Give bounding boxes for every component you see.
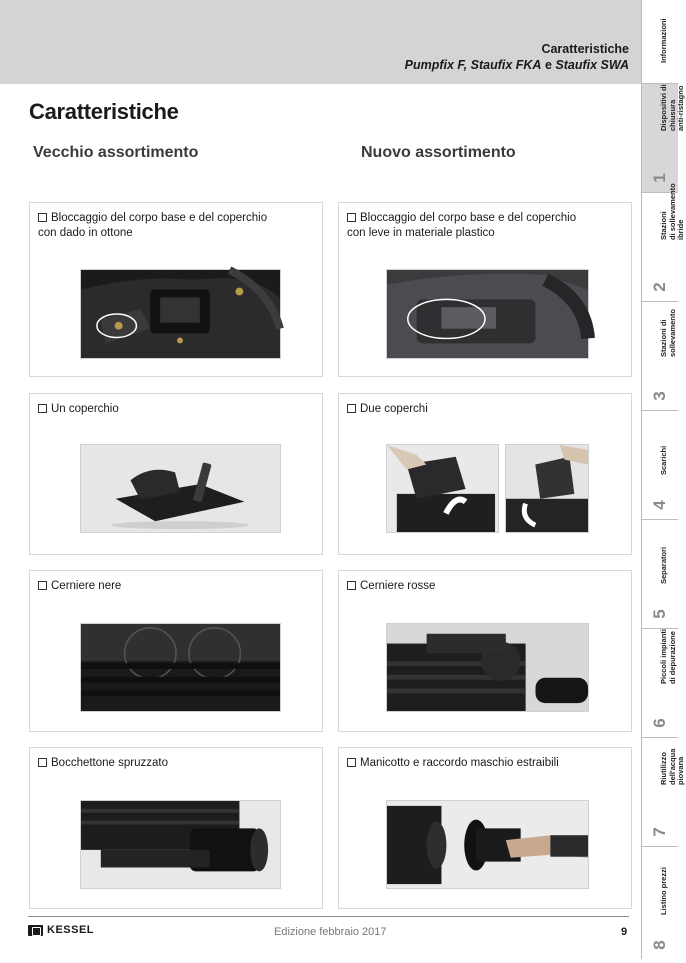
page-number: 9 xyxy=(621,926,628,938)
feature-label: Due coperchi xyxy=(347,402,627,417)
tab-number: 5 xyxy=(650,609,669,619)
tab-number: 8 xyxy=(650,940,669,950)
tab-label: Scarichi xyxy=(659,445,668,475)
photo-plastic-lever-lock xyxy=(386,269,589,359)
header-subtitle: Pumpfix F, Staufix FKA e Staufix SWA xyxy=(404,58,629,72)
tab-label: Separatori xyxy=(659,546,668,584)
feature-card-old-3 xyxy=(29,570,323,732)
tab-number: 1 xyxy=(650,173,669,183)
brand-logo xyxy=(28,924,94,936)
checkbox-icon xyxy=(347,213,356,222)
tab-number: 4 xyxy=(650,500,669,510)
checkbox-icon xyxy=(38,581,47,590)
tab-7[interactable] xyxy=(642,738,685,847)
tab-label: Stazioni di sollevamento xyxy=(659,309,677,357)
feature-card-old-1 xyxy=(29,202,323,377)
feature-label: Bloccaggio del corpo base e del coperchio con leve in materiale plastico xyxy=(347,212,577,239)
feature-label: Bocchettone spruzzato xyxy=(38,756,318,771)
photo-brass-nut-lock xyxy=(80,269,281,359)
tab-label: Dispositivi di chiusura anti-ristagno xyxy=(659,83,685,131)
tab-8[interactable] xyxy=(642,847,678,959)
edition-text: Edizione febbraio 2017 xyxy=(274,926,387,938)
feature-label: Cerniere nere xyxy=(38,579,318,594)
photo-removable-socket xyxy=(386,800,589,889)
tab-number: 2 xyxy=(650,282,669,292)
brand-name: KESSEL xyxy=(47,924,95,936)
feature-card-old-4 xyxy=(29,747,323,909)
column-heading-old: Vecchio assortimento xyxy=(33,144,199,161)
tab-6[interactable] xyxy=(642,629,678,738)
photo-black-hinges xyxy=(80,623,281,712)
tab-4[interactable] xyxy=(642,411,678,520)
footer-divider xyxy=(28,916,629,917)
feature-card-new-2 xyxy=(338,393,632,555)
kessel-logo-icon xyxy=(28,925,43,936)
photo-two-covers-left xyxy=(386,444,499,533)
page-title: Caratteristiche xyxy=(29,99,179,124)
feature-card-new-3 xyxy=(338,570,632,732)
photo-molded-outlet xyxy=(80,800,281,889)
tab-label: Listino prezzi xyxy=(659,866,668,915)
feature-card-new-1 xyxy=(338,202,632,377)
tab-1[interactable] xyxy=(642,83,685,193)
checkbox-icon xyxy=(347,581,356,590)
checkbox-icon xyxy=(347,758,356,767)
header-band xyxy=(0,0,641,84)
feature-card-new-4 xyxy=(338,747,632,909)
tab-2[interactable] xyxy=(642,182,685,302)
tab-informazioni[interactable] xyxy=(642,0,678,84)
tab-label: Riutilizzo dell'acqua piovana xyxy=(659,748,685,785)
checkbox-icon xyxy=(38,758,47,767)
column-heading-new: Nuovo assortimento xyxy=(361,144,516,161)
section-tabs xyxy=(641,0,685,959)
feature-label: Cerniere rosse xyxy=(347,579,627,594)
checkbox-icon xyxy=(347,404,356,413)
header-title: Caratteristiche xyxy=(541,42,629,56)
tab-number: 6 xyxy=(650,718,669,728)
feature-label: Bloccaggio del corpo base e del coperchio con dado in ottone xyxy=(38,212,268,239)
checkbox-icon xyxy=(38,213,47,222)
photo-single-cover xyxy=(80,444,281,533)
photo-two-covers-right xyxy=(505,444,589,533)
feature-label: Un coperchio xyxy=(38,402,318,417)
tab-label: Piccoli impianti di depurazione xyxy=(659,628,677,684)
tab-number: 3 xyxy=(650,391,669,401)
feature-card-old-2 xyxy=(29,393,323,555)
tab-3[interactable] xyxy=(642,302,678,411)
photo-red-hinges xyxy=(386,623,589,712)
feature-label: Manicotto e raccordo maschio estraibili xyxy=(347,756,627,771)
tab-number: 7 xyxy=(650,827,669,837)
tab-label: Stazioni di sollevamento ibride xyxy=(659,182,685,240)
tab-label: Informazioni xyxy=(659,17,668,63)
tab-5[interactable] xyxy=(642,520,678,629)
checkbox-icon xyxy=(38,404,47,413)
